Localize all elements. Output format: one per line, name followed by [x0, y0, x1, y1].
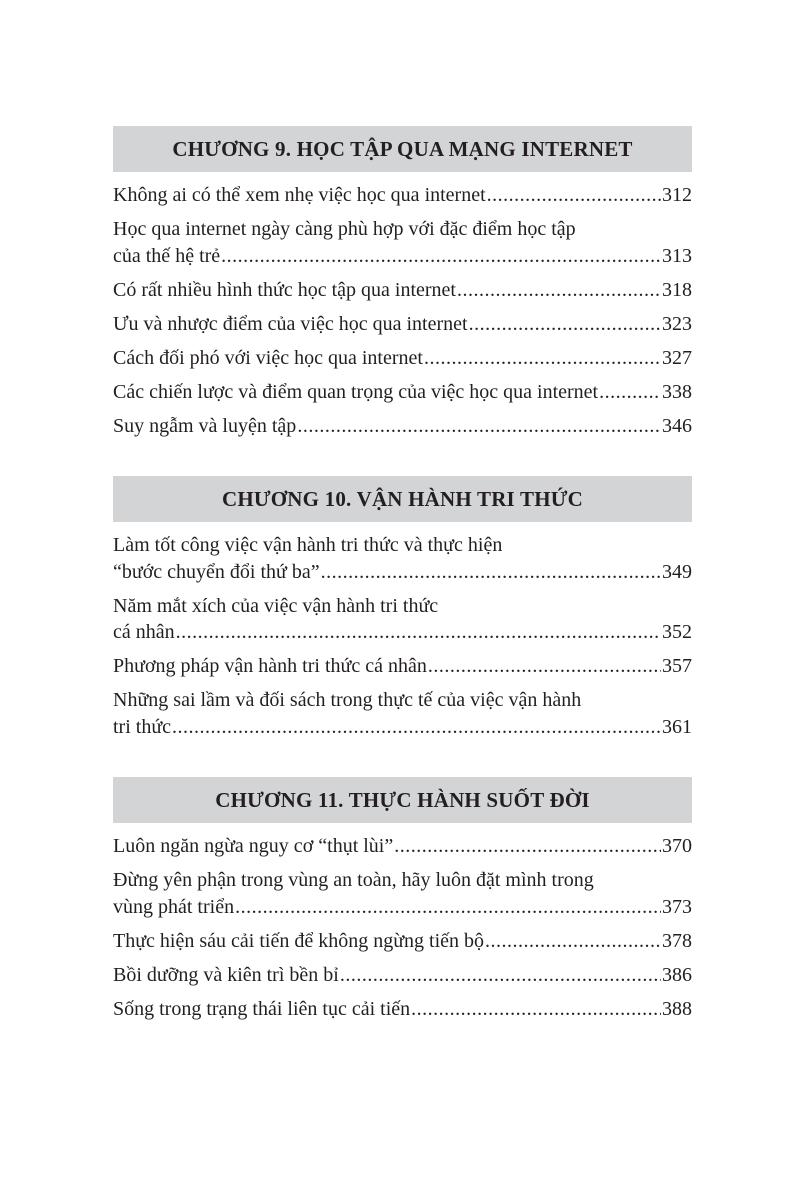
page-number: 349 — [662, 560, 692, 583]
toc-entry-row — [113, 653, 692, 680]
dot-leader — [221, 243, 661, 270]
dot-leader — [411, 996, 661, 1023]
toc-entry[interactable] — [113, 311, 692, 338]
toc-entry-row — [113, 928, 692, 955]
toc-entry-title-line: Năm mắt xích của việc vận hành tri thức — [113, 594, 439, 617]
toc-entry-row — [113, 894, 692, 921]
page-number: 352 — [662, 621, 692, 643]
chapter-title: CHƯƠNG 10. VẬN HÀNH TRI THỨC — [113, 476, 692, 522]
toc-entry[interactable] — [113, 593, 692, 646]
page-number: 327 — [662, 346, 692, 369]
dot-leader — [297, 413, 661, 440]
chapter-section — [113, 777, 692, 1022]
toc-entry[interactable] — [113, 653, 692, 680]
toc-entry-row — [113, 413, 692, 440]
dot-leader — [176, 619, 661, 646]
toc-entry-row — [113, 277, 692, 304]
page-number: 373 — [662, 895, 692, 918]
toc-entry-title: “bước chuyển đổi thứ ba” — [113, 560, 320, 583]
page-number: 338 — [662, 380, 692, 403]
dot-leader — [172, 714, 661, 741]
toc-entry-title: Các chiến lược và điểm quan trọng của việc học qua internet — [113, 380, 599, 403]
chapter-title: CHƯƠNG 9. HỌC TẬP QUA MẠNG INTERNET — [113, 126, 692, 172]
dot-leader — [424, 345, 661, 372]
toc-entry[interactable] — [113, 413, 692, 440]
toc-entry-title: Phương pháp vận hành tri thức cá nhân — [113, 655, 427, 677]
toc-entry-row — [113, 996, 692, 1023]
dot-leader — [321, 559, 661, 586]
chapter-section — [113, 126, 692, 439]
page-number: 388 — [662, 997, 692, 1020]
toc-entry-title: Không ai có thể xem nhẹ việc học qua internet — [113, 184, 486, 206]
toc-entry[interactable] — [113, 182, 692, 209]
toc-entry[interactable] — [113, 928, 692, 955]
toc-entry[interactable] — [113, 277, 692, 304]
toc-entry-row — [113, 559, 692, 586]
toc-entry-title: Sống trong trạng thái liên tục cải tiến — [113, 997, 411, 1020]
toc-entry[interactable] — [113, 962, 692, 989]
page-number: 346 — [662, 414, 692, 437]
toc-entry-row — [113, 619, 692, 646]
dot-leader — [340, 962, 661, 989]
dot-leader — [457, 277, 661, 304]
dot-leader — [485, 928, 661, 955]
toc-entry-row — [113, 182, 692, 209]
toc-entry-title: cá nhân — [113, 621, 175, 643]
toc-entry-title: Thực hiện sáu cải tiến để không ngừng tiến bộ — [113, 929, 485, 952]
toc-entry-title-line: Học qua internet ngày càng phù hợp với đặc điểm học tập — [113, 218, 576, 240]
toc-entry[interactable] — [113, 345, 692, 372]
toc-entry-row — [113, 379, 692, 406]
page-number: 323 — [662, 312, 692, 335]
toc-entry-title: vùng phát triển — [113, 895, 235, 918]
toc-entry[interactable] — [113, 216, 692, 269]
chapter-title: CHƯƠNG 11. THỰC HÀNH SUỐT ĐỜI — [113, 777, 692, 823]
dot-leader — [428, 653, 661, 680]
dot-leader — [394, 833, 661, 860]
toc-entry-title: Cách đối phó với việc học qua internet — [113, 346, 423, 369]
page-number: 357 — [662, 655, 692, 677]
toc-entry-title: Suy ngẫm và luyện tập — [113, 414, 297, 437]
toc-entry-row — [113, 714, 692, 741]
toc-entry[interactable] — [113, 379, 692, 406]
dot-leader — [599, 379, 661, 406]
toc-entry[interactable] — [113, 687, 692, 740]
page-number: 318 — [662, 278, 692, 301]
toc-entry-row — [113, 311, 692, 338]
dot-leader — [235, 894, 661, 921]
toc-entry[interactable] — [113, 996, 692, 1023]
toc-entry-row — [113, 962, 692, 989]
toc-entry-row — [113, 243, 692, 270]
toc-entry-title: Có rất nhiều hình thức học tập qua internet — [113, 278, 456, 301]
toc-entry-title-line: Những sai lầm và đối sách trong thực tế của việc vận hành — [113, 689, 582, 711]
page-number: 312 — [662, 184, 692, 206]
toc-entry-title: Luôn ngăn ngừa nguy cơ “thụt lùi” — [113, 835, 394, 857]
toc-entry-title: của thế hệ trẻ — [113, 244, 221, 267]
page-number: 370 — [662, 835, 692, 857]
dot-leader — [487, 182, 661, 209]
toc-entry-row — [113, 833, 692, 860]
page-number: 361 — [662, 715, 692, 738]
toc-entry-row — [113, 345, 692, 372]
toc-entry[interactable] — [113, 833, 692, 860]
toc-entry[interactable] — [113, 532, 692, 585]
toc-entry-title-line: Đừng yên phận trong vùng an toàn, hãy luôn đặt mình trong — [113, 869, 594, 891]
toc-entry-title: Bồi dưỡng và kiên trì bền bỉ — [113, 963, 339, 986]
toc-entry-title-line: Làm tốt công việc vận hành tri thức và thực hiện — [113, 534, 503, 556]
toc-entry-title: Ưu và nhược điểm của việc học qua internet — [113, 312, 468, 335]
toc-entry[interactable] — [113, 867, 692, 920]
chapter-section — [113, 476, 692, 740]
table-of-contents — [113, 126, 692, 1059]
page-number: 313 — [662, 244, 692, 267]
page-number: 378 — [662, 929, 692, 952]
toc-entry-title: tri thức — [113, 715, 172, 738]
page-number: 386 — [662, 963, 692, 986]
dot-leader — [469, 311, 661, 338]
